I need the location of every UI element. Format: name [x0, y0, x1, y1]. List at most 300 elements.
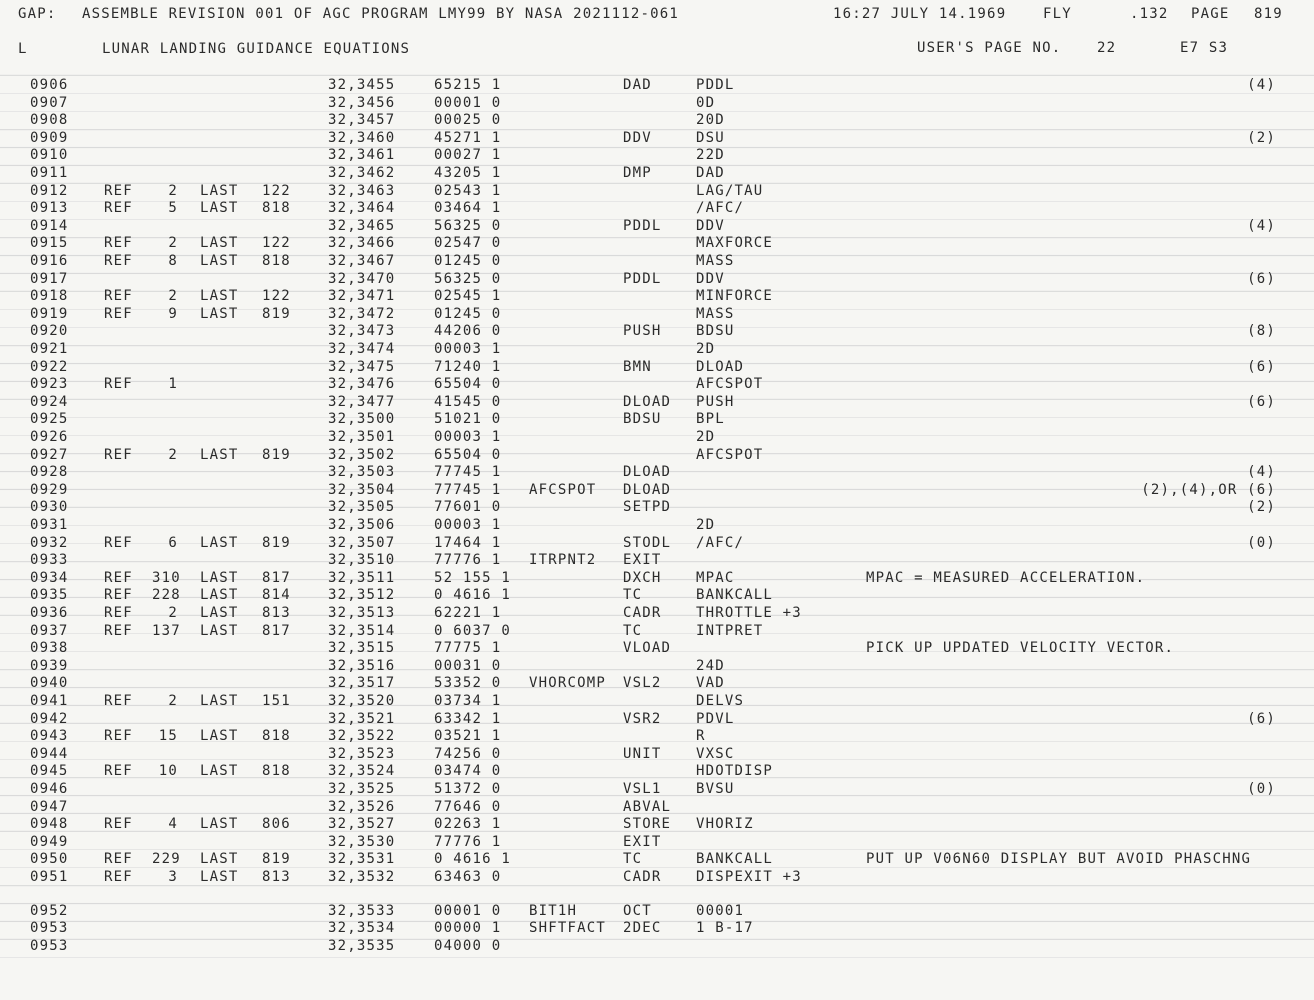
- listing-line: [0, 165, 1314, 183]
- memory-address: 32,3461: [328, 147, 396, 164]
- operand: /AFC/: [696, 534, 745, 551]
- memory-address: 32,3531: [328, 851, 396, 868]
- last-page: 122: [262, 182, 291, 199]
- listing-line: [0, 623, 1314, 641]
- line-number: 0918: [30, 288, 69, 305]
- ref-count: 4: [168, 816, 178, 833]
- last-page: 122: [262, 235, 291, 252]
- operand: 2D: [696, 429, 716, 445]
- ref-keyword: REF: [104, 605, 133, 621]
- octal-word: 56325 0: [434, 270, 502, 287]
- last-keyword: LAST: [200, 605, 239, 621]
- operand: INTPRET: [696, 622, 764, 639]
- ref-count: 6: [168, 534, 178, 551]
- operand: DDV: [696, 217, 725, 234]
- operand: /AFC/: [696, 200, 745, 217]
- memory-address: 32,3530: [328, 833, 396, 850]
- octal-word: 77775 1: [434, 640, 502, 657]
- line-number: 0935: [30, 587, 69, 604]
- register-note: (2): [1247, 499, 1276, 516]
- users-page-label: USER'S PAGE NO.: [917, 40, 1062, 56]
- operand: PDDL: [696, 77, 735, 93]
- line-number: 0906: [30, 77, 69, 93]
- opcode: TC: [623, 587, 643, 604]
- line-number: 0946: [30, 781, 69, 797]
- listing-line: [0, 394, 1314, 412]
- operand: LAG/TAU: [696, 182, 764, 199]
- operand: 2D: [696, 517, 716, 533]
- last-page: 813: [262, 869, 291, 885]
- octal-word: 02543 1: [434, 182, 502, 199]
- memory-address: 32,3522: [328, 728, 396, 745]
- octal-word: 17464 1: [434, 534, 502, 551]
- opcode: DXCH: [623, 569, 662, 586]
- register-note: (0): [1247, 534, 1276, 551]
- listing-line: [0, 376, 1314, 394]
- memory-address: 32,3501: [328, 429, 396, 445]
- octal-word: 74256 0: [434, 745, 502, 762]
- last-page: 818: [262, 253, 291, 269]
- page-number: 819: [1254, 6, 1283, 22]
- line-number: 0926: [30, 429, 69, 445]
- memory-address: 32,3475: [328, 358, 396, 375]
- memory-address: 32,3511: [328, 569, 396, 586]
- operand: BANKCALL: [696, 587, 774, 604]
- memory-address: 32,3503: [328, 464, 396, 481]
- memory-address: 32,3523: [328, 745, 396, 762]
- last-page: 819: [262, 851, 291, 868]
- operand: PUSH: [696, 393, 735, 410]
- memory-address: 32,3460: [328, 129, 396, 146]
- ref-count: 2: [168, 693, 178, 709]
- operand: DAD: [696, 165, 725, 181]
- listing-line: [0, 411, 1314, 429]
- operand: BPL: [696, 411, 725, 428]
- opcode: VSL1: [623, 781, 662, 797]
- octal-word: 00001 0: [434, 902, 502, 919]
- opcode: PUSH: [623, 323, 662, 340]
- memory-address: 32,3516: [328, 657, 396, 674]
- last-keyword: LAST: [200, 587, 239, 604]
- ref-count: 1: [168, 376, 178, 393]
- listing-line: [0, 306, 1314, 324]
- octal-word: 0 6037 0: [434, 622, 512, 639]
- memory-address: 32,3457: [328, 112, 396, 129]
- ref-keyword: REF: [104, 534, 133, 551]
- opcode: 2DEC: [623, 920, 662, 937]
- operand: 2D: [696, 341, 716, 357]
- line-number: 0942: [30, 710, 69, 727]
- operand: MPAC: [696, 569, 735, 586]
- operand: VHORIZ: [696, 816, 754, 833]
- ref-keyword: REF: [104, 182, 133, 199]
- header-code: .132: [1130, 6, 1169, 22]
- opcode: BDSU: [623, 411, 662, 428]
- line-number: 0929: [30, 481, 69, 498]
- line-number: 0930: [30, 499, 69, 516]
- octal-word: 51372 0: [434, 781, 502, 797]
- ref-count: 2: [168, 288, 178, 305]
- octal-word: 00001 0: [434, 94, 502, 111]
- line-number: 0927: [30, 446, 69, 463]
- octal-word: 77776 1: [434, 552, 502, 569]
- memory-address: 32,3456: [328, 94, 396, 111]
- line-number: 0953: [30, 920, 69, 937]
- memory-address: 32,3500: [328, 411, 396, 428]
- listing-line: [0, 288, 1314, 306]
- opcode: EXIT: [623, 833, 662, 850]
- ref-count: 8: [168, 253, 178, 269]
- last-keyword: LAST: [200, 763, 239, 780]
- line-number: 0917: [30, 270, 69, 287]
- listing-line: [0, 640, 1314, 658]
- last-keyword: LAST: [200, 569, 239, 586]
- octal-word: 00003 1: [434, 517, 502, 533]
- octal-word: 00000 1: [434, 920, 502, 937]
- listing-line: [0, 693, 1314, 711]
- operand: DISPEXIT +3: [696, 869, 802, 885]
- last-keyword: LAST: [200, 869, 239, 885]
- code-label: SHFTFACT: [529, 920, 607, 937]
- octal-word: 0 4616 1: [434, 587, 512, 604]
- last-page: 818: [262, 200, 291, 217]
- line-number: 0909: [30, 129, 69, 146]
- operand: VXSC: [696, 745, 735, 762]
- ref-keyword: REF: [104, 622, 133, 639]
- code-label: VHORCOMP: [529, 675, 607, 692]
- memory-address: 32,3526: [328, 798, 396, 815]
- operand: DLOAD: [696, 358, 745, 375]
- operand: MINFORCE: [696, 288, 774, 305]
- comment: MPAC = MEASURED ACCELERATION.: [866, 569, 1146, 586]
- memory-address: 32,3525: [328, 781, 396, 797]
- listing-line: [0, 570, 1314, 588]
- listing-line: [0, 535, 1314, 553]
- listing-line: [0, 112, 1314, 130]
- opcode: DDV: [623, 129, 652, 146]
- memory-address: 32,3471: [328, 288, 396, 305]
- line-number: 0939: [30, 657, 69, 674]
- octal-word: 01245 0: [434, 253, 502, 269]
- line-number: 0921: [30, 341, 69, 357]
- operand: 1 B-17: [696, 920, 754, 937]
- last-keyword: LAST: [200, 200, 239, 217]
- octal-word: 0 4616 1: [434, 851, 512, 868]
- line-number: 0914: [30, 217, 69, 234]
- memory-address: 32,3524: [328, 763, 396, 780]
- last-keyword: LAST: [200, 851, 239, 868]
- operand: 0D: [696, 94, 716, 111]
- page-label: PAGE: [1191, 6, 1230, 22]
- line-number: 0951: [30, 869, 69, 885]
- listing-line: [0, 675, 1314, 693]
- line-number: 0936: [30, 605, 69, 621]
- octal-word: 00003 1: [434, 429, 502, 445]
- listing-line: [0, 147, 1314, 165]
- listing-line: [0, 464, 1314, 482]
- listing-line: [0, 271, 1314, 289]
- ref-count: 2: [168, 182, 178, 199]
- gap-label: GAP:: [18, 6, 57, 22]
- listing-line: [0, 938, 1314, 956]
- line-number: 0912: [30, 182, 69, 199]
- octal-word: 53352 0: [434, 675, 502, 692]
- memory-address: 32,3513: [328, 605, 396, 621]
- register-note: (8): [1247, 323, 1276, 340]
- line-number: 0923: [30, 376, 69, 393]
- operand: MASS: [696, 253, 735, 269]
- last-keyword: LAST: [200, 728, 239, 745]
- opcode: VSL2: [623, 675, 662, 692]
- memory-address: 32,3465: [328, 217, 396, 234]
- octal-word: 65504 0: [434, 376, 502, 393]
- opcode: DLOAD: [623, 393, 672, 410]
- last-page: 813: [262, 605, 291, 621]
- memory-address: 32,3472: [328, 305, 396, 322]
- operand: MASS: [696, 305, 735, 322]
- timestamp: 16:27 JULY 14.1969: [833, 6, 1007, 22]
- operand: AFCSPOT: [696, 446, 764, 463]
- memory-address: 32,3470: [328, 270, 396, 287]
- opcode: SETPD: [623, 499, 672, 516]
- comment: PUT UP V06N60 DISPLAY BUT AVOID PHASCHNG: [866, 851, 1252, 868]
- ref-keyword: REF: [104, 376, 133, 393]
- operand: HDOTDISP: [696, 763, 774, 780]
- line-number: 0924: [30, 393, 69, 410]
- listing-line: [0, 359, 1314, 377]
- code-label: AFCSPOT: [529, 481, 597, 498]
- octal-word: 51021 0: [434, 411, 502, 428]
- opcode: STODL: [623, 534, 672, 551]
- operand: 20D: [696, 112, 725, 129]
- listing-line: [0, 323, 1314, 341]
- opcode: VSR2: [623, 710, 662, 727]
- memory-address: 32,3510: [328, 552, 396, 569]
- octal-word: 45271 1: [434, 129, 502, 146]
- assembly-title: ASSEMBLE REVISION 001 OF AGC PROGRAM LMY99 BY NASA 2021112-061: [82, 6, 679, 22]
- octal-word: 77776 1: [434, 833, 502, 850]
- ref-count: 2: [168, 235, 178, 252]
- octal-word: 03474 0: [434, 763, 502, 780]
- listing-line: [0, 482, 1314, 500]
- page-header: [0, 0, 1314, 60]
- line-number: 0920: [30, 323, 69, 340]
- memory-address: 32,3455: [328, 77, 396, 93]
- listing-line: [0, 658, 1314, 676]
- octal-word: 56325 0: [434, 217, 502, 234]
- operand: DELVS: [696, 693, 745, 709]
- memory-address: 32,3533: [328, 902, 396, 919]
- line-number: 0944: [30, 745, 69, 762]
- octal-word: 03464 1: [434, 200, 502, 217]
- listing-line: [0, 834, 1314, 852]
- opcode: VLOAD: [623, 640, 672, 657]
- line-number: 0910: [30, 147, 69, 164]
- memory-address: 32,3517: [328, 675, 396, 692]
- opcode: EXIT: [623, 552, 662, 569]
- last-keyword: LAST: [200, 446, 239, 463]
- line-number: 0940: [30, 675, 69, 692]
- last-page: 819: [262, 534, 291, 551]
- opcode: DMP: [623, 165, 652, 181]
- listing-line: [0, 781, 1314, 799]
- memory-address: 32,3527: [328, 816, 396, 833]
- listing-line: [0, 869, 1314, 887]
- listing-line: [0, 95, 1314, 113]
- octal-word: 63342 1: [434, 710, 502, 727]
- line-number: 0945: [30, 763, 69, 780]
- memory-address: 32,3467: [328, 253, 396, 269]
- last-keyword: LAST: [200, 235, 239, 252]
- opcode: STORE: [623, 816, 672, 833]
- listing-line: [0, 429, 1314, 447]
- listing-line: [0, 200, 1314, 218]
- listing-line: [0, 77, 1314, 95]
- octal-word: 77745 1: [434, 464, 502, 481]
- operand: 24D: [696, 657, 725, 674]
- listing-line: [0, 341, 1314, 359]
- register-note: (4): [1247, 217, 1276, 234]
- ref-keyword: REF: [104, 869, 133, 885]
- line-number: 0922: [30, 358, 69, 375]
- last-page: 819: [262, 305, 291, 322]
- octal-word: 65504 0: [434, 446, 502, 463]
- listing-line: [0, 728, 1314, 746]
- listing-line: [0, 218, 1314, 236]
- operand: DSU: [696, 129, 725, 146]
- opcode: CADR: [623, 869, 662, 885]
- memory-address: 32,3521: [328, 710, 396, 727]
- operand: BANKCALL: [696, 851, 774, 868]
- memory-address: 32,3476: [328, 376, 396, 393]
- listing-line: [0, 552, 1314, 570]
- ref-count: 5: [168, 200, 178, 217]
- last-page: 814: [262, 587, 291, 604]
- operand: BDSU: [696, 323, 735, 340]
- ref-count: 10: [158, 763, 178, 780]
- octal-word: 41545 0: [434, 393, 502, 410]
- listing-line: [0, 587, 1314, 605]
- last-page: 806: [262, 816, 291, 833]
- memory-address: 32,3463: [328, 182, 396, 199]
- line-number: 0952: [30, 902, 69, 919]
- opcode: TC: [623, 851, 643, 868]
- line-number: 0938: [30, 640, 69, 657]
- register-note: (0): [1247, 781, 1276, 797]
- opcode: DAD: [623, 77, 652, 93]
- line-number: 0908: [30, 112, 69, 129]
- octal-word: 03734 1: [434, 693, 502, 709]
- last-page: 818: [262, 763, 291, 780]
- comment: PICK UP UPDATED VELOCITY VECTOR.: [866, 640, 1175, 657]
- memory-address: 32,3474: [328, 341, 396, 357]
- listing-line: [0, 235, 1314, 253]
- last-page: 817: [262, 622, 291, 639]
- last-keyword: LAST: [200, 305, 239, 322]
- listing-line: [0, 605, 1314, 623]
- listing-line: [0, 130, 1314, 148]
- octal-word: 01245 0: [434, 305, 502, 322]
- octal-word: 52 155 1: [434, 569, 512, 586]
- memory-address: 32,3514: [328, 622, 396, 639]
- octal-word: 63463 0: [434, 869, 502, 885]
- octal-word: 02263 1: [434, 816, 502, 833]
- line-number: 0928: [30, 464, 69, 481]
- memory-address: 32,3502: [328, 446, 396, 463]
- listing-line: [0, 851, 1314, 869]
- listing-line: [0, 499, 1314, 517]
- line-number: 0913: [30, 200, 69, 217]
- operand: DDV: [696, 270, 725, 287]
- operand: THROTTLE +3: [696, 605, 802, 621]
- line-number: 0907: [30, 94, 69, 111]
- operand: 22D: [696, 147, 725, 164]
- ref-keyword: REF: [104, 851, 133, 868]
- line-number: 0950: [30, 851, 69, 868]
- section-title: LUNAR LANDING GUIDANCE EQUATIONS: [102, 41, 411, 57]
- listing-line: [0, 763, 1314, 781]
- ref-keyword: REF: [104, 569, 133, 586]
- ref-keyword: REF: [104, 446, 133, 463]
- octal-word: 65215 1: [434, 77, 502, 93]
- memory-address: 32,3534: [328, 920, 396, 937]
- operand: VAD: [696, 675, 725, 692]
- octal-word: 43205 1: [434, 165, 502, 181]
- ref-count: 228: [152, 587, 181, 604]
- register-note: (4): [1247, 77, 1276, 93]
- ref-count: 2: [168, 446, 178, 463]
- memory-address: 32,3515: [328, 640, 396, 657]
- memory-address: 32,3464: [328, 200, 396, 217]
- register-note: (6): [1247, 710, 1276, 727]
- ref-keyword: REF: [104, 587, 133, 604]
- register-note: (4): [1247, 464, 1276, 481]
- last-page: 818: [262, 728, 291, 745]
- ref-keyword: REF: [104, 305, 133, 322]
- last-page: 817: [262, 569, 291, 586]
- ref-keyword: REF: [104, 235, 133, 252]
- register-note: (2): [1247, 129, 1276, 146]
- operand: BVSU: [696, 781, 735, 797]
- ref-count: 229: [152, 851, 181, 868]
- listing-line: [0, 903, 1314, 921]
- opcode: BMN: [623, 358, 652, 375]
- line-number: 0943: [30, 728, 69, 745]
- listing-line: [0, 253, 1314, 271]
- octal-word: 77745 1: [434, 481, 502, 498]
- memory-address: 32,3507: [328, 534, 396, 551]
- ref-keyword: REF: [104, 693, 133, 709]
- fly-label: FLY: [1043, 6, 1072, 22]
- listing-line: [0, 746, 1314, 764]
- ref-count: 2: [168, 605, 178, 621]
- listing-line: [0, 816, 1314, 834]
- memory-address: 32,3504: [328, 481, 396, 498]
- opcode: UNIT: [623, 745, 662, 762]
- octal-word: 77646 0: [434, 798, 502, 815]
- ref-keyword: REF: [104, 253, 133, 269]
- last-page: 122: [262, 288, 291, 305]
- memory-address: 32,3477: [328, 393, 396, 410]
- ref-keyword: REF: [104, 200, 133, 217]
- listing-line: [0, 183, 1314, 201]
- last-keyword: LAST: [200, 182, 239, 199]
- last-keyword: LAST: [200, 816, 239, 833]
- ref-keyword: REF: [104, 763, 133, 780]
- memory-address: 32,3506: [328, 517, 396, 533]
- opcode: CADR: [623, 605, 662, 621]
- line-number: 0932: [30, 534, 69, 551]
